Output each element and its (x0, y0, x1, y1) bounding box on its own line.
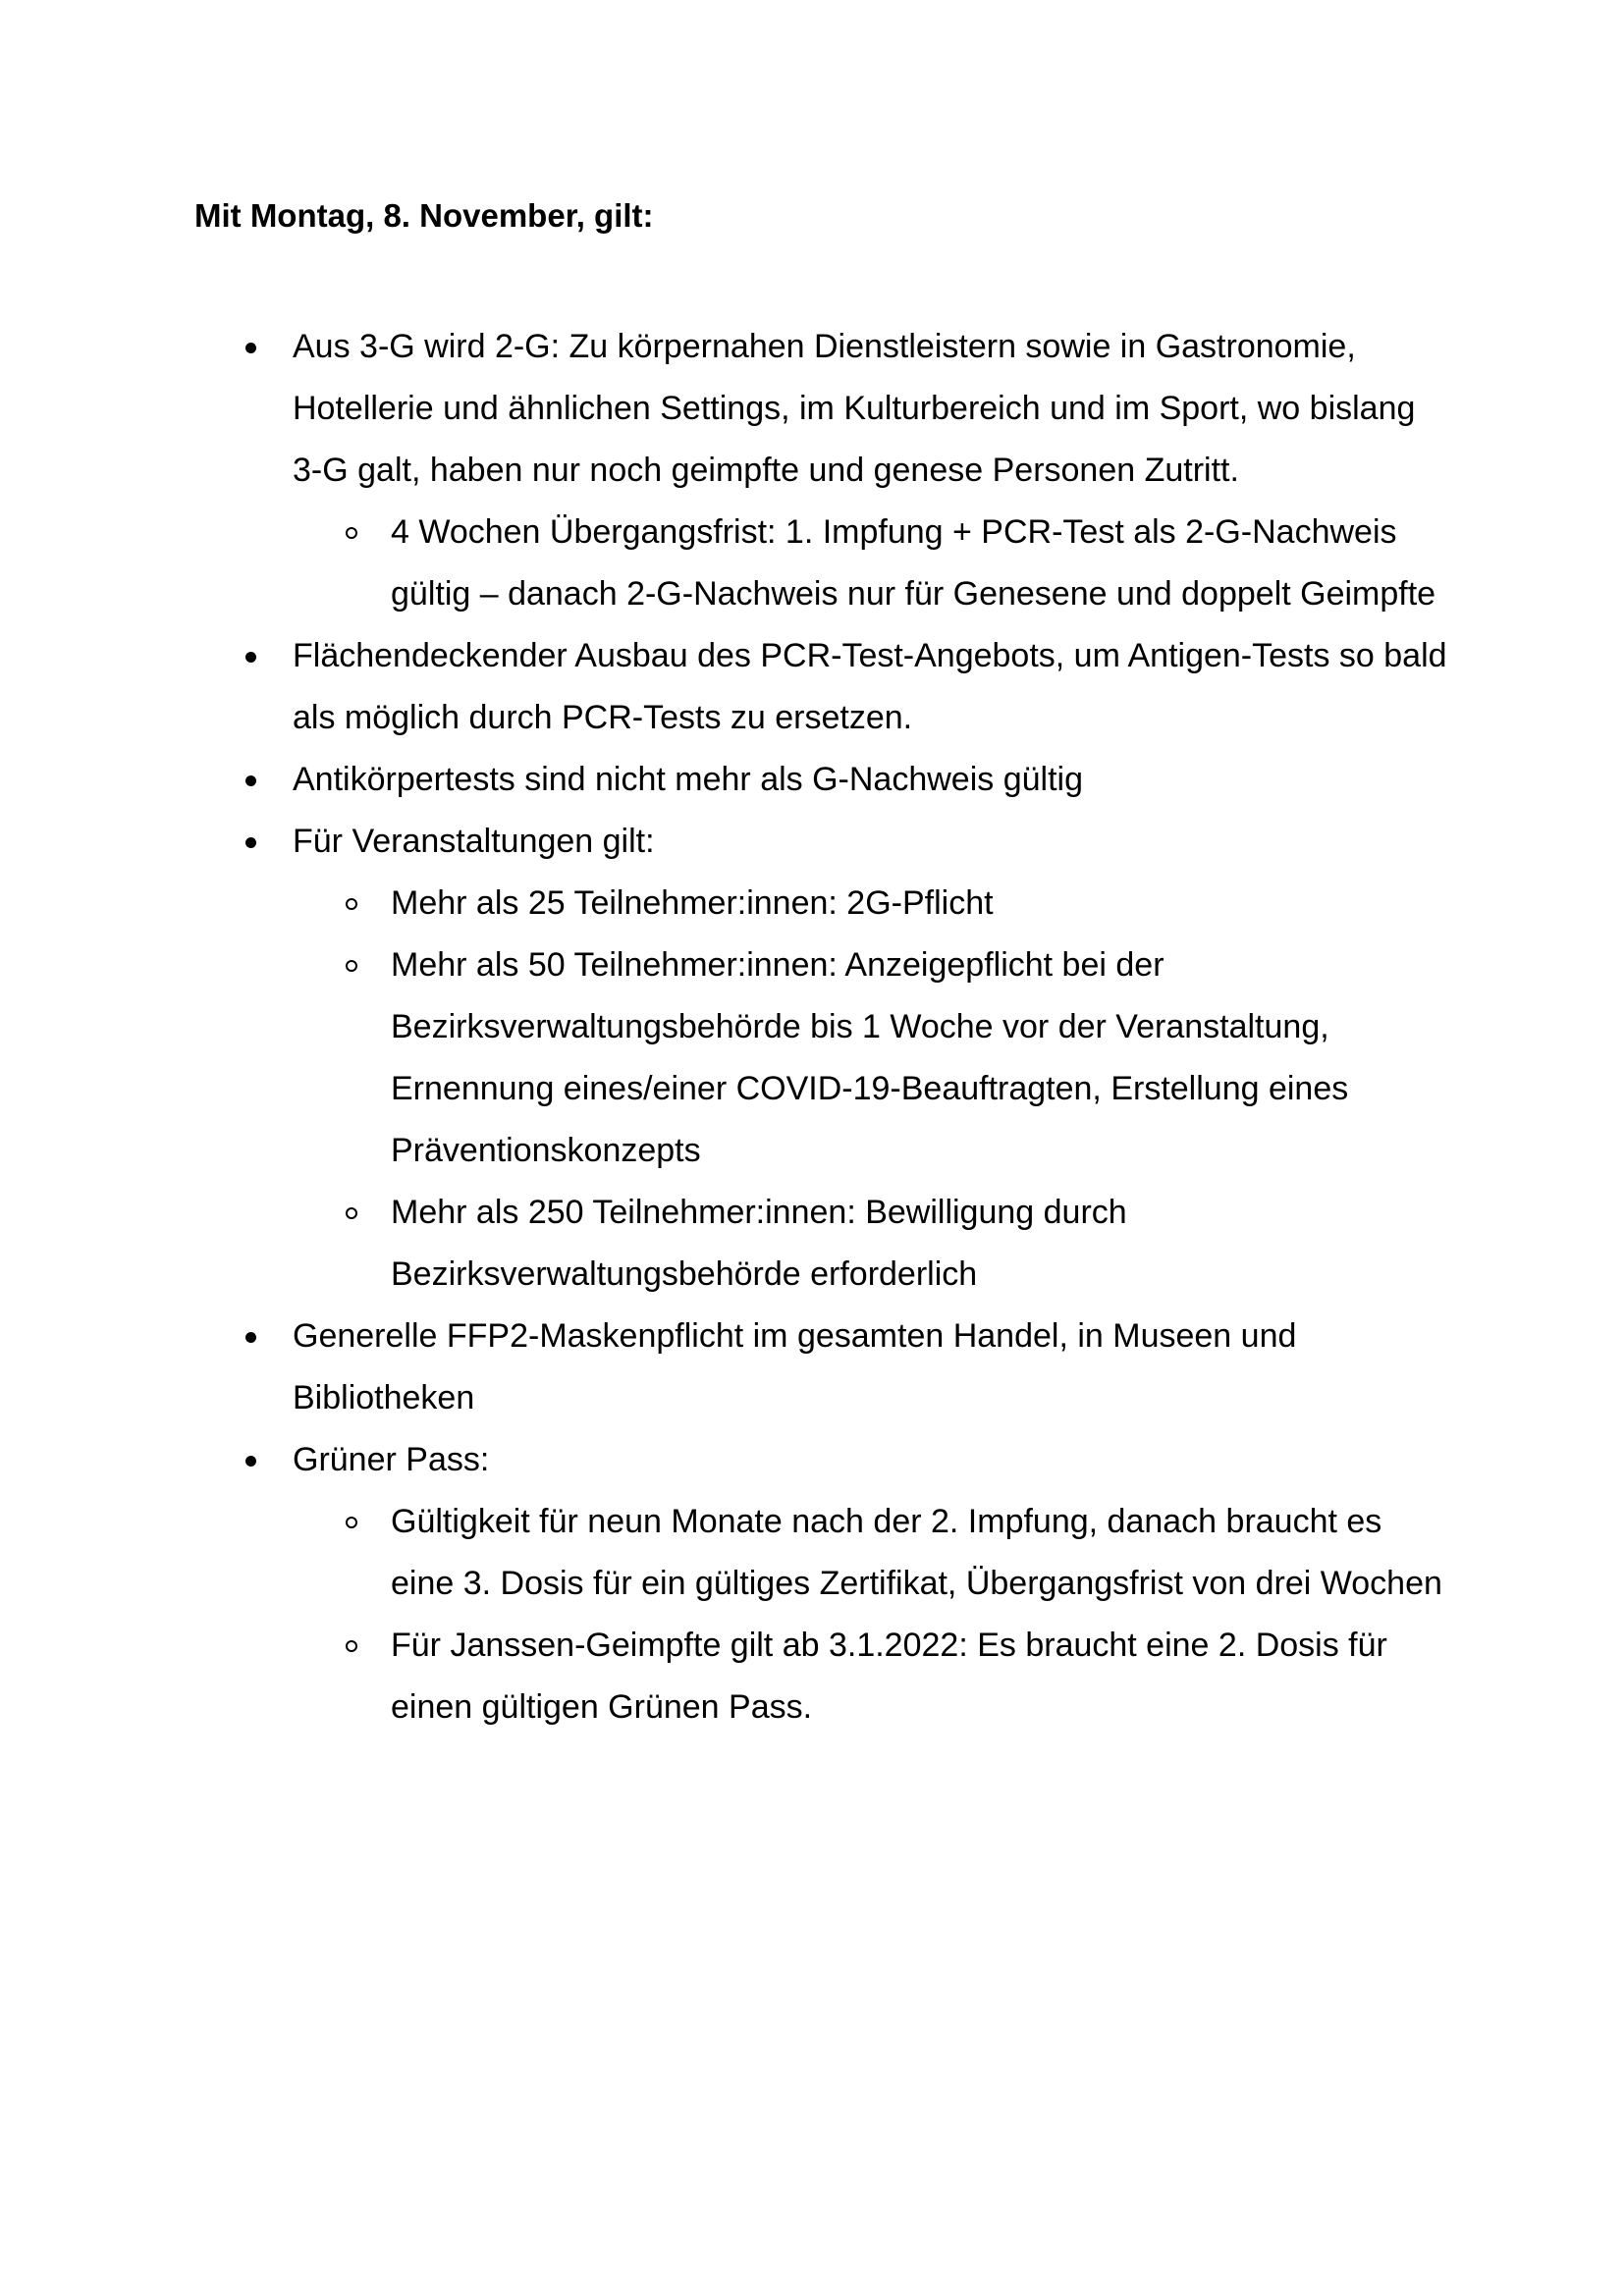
sub-list-item-text: Für Janssen-Geimpfte gilt ab 3.1.2022: Es braucht eine 2. Dosis für einen gültigen Grünen Pass. (391, 1627, 1387, 1726)
hollow-bullet-icon (346, 1640, 357, 1652)
sub-list (293, 502, 1451, 625)
sub-list-item-text: Gültigkeit für neun Monate nach der 2. Impfung, danach braucht es eine 3. Dosis für ein gültiges Zertifikat, Übergangsfrist von drei Wochen (391, 1503, 1442, 1602)
bullet-icon (245, 1456, 256, 1467)
sub-list-item-text: Mehr als 250 Teilnehmer:innen: Bewilligung durch Bezirksverwaltungsbehörde erforderlich (391, 1194, 1127, 1293)
bullet-icon (245, 775, 256, 786)
bullet-list (244, 316, 1451, 1738)
document-heading: Mit Montag, 8. November, gilt: (194, 197, 654, 234)
list-item (244, 749, 1451, 811)
sub-list-item (293, 1615, 1451, 1738)
list-item (244, 1306, 1451, 1429)
list-item-text: Aus 3-G wird 2-G: Zu körpernahen Dienstleistern sowie in Gastronomie, Hotellerie und ähnlichen Settings, im Kulturbereich und im Sport, wo bislang 3-G galt, haben nur noch geimpfte und genese Personen Zutritt. (293, 328, 1416, 489)
bullet-icon (245, 652, 256, 663)
sub-list-item-text: Mehr als 25 Teilnehmer:innen: 2G-Pflicht (391, 884, 994, 922)
hollow-bullet-icon (346, 527, 357, 539)
list-item (244, 625, 1451, 749)
list-item-text: Für Veranstaltungen gilt: (293, 823, 655, 860)
list-item-text: Grüner Pass: (293, 1441, 490, 1478)
sub-list-item-text: 4 Wochen Übergangsfrist: 1. Impfung + PCR-Test als 2-G-Nachweis gültig – danach 2-G-Nachweis nur für Genesene und doppelt Geimpfte (391, 513, 1436, 613)
sub-list-item (293, 934, 1451, 1182)
list-item-text: Flächendeckender Ausbau des PCR-Test-Angebots, um Antigen-Tests so bald als möglich durch PCR-Tests zu ersetzen. (293, 637, 1447, 736)
bullet-icon (245, 343, 256, 353)
hollow-bullet-icon (346, 898, 357, 910)
bullet-icon (245, 837, 256, 848)
sub-list-item (293, 1182, 1451, 1306)
sub-list-item-text: Mehr als 50 Teilnehmer:innen: Anzeigepflicht bei der Bezirksverwaltungsbehörde bis 1 Woche vor der Veranstaltung, Ernennung eines/einer COVID-19-Beauftragten, Erstellung eines Präventionskonzepts (391, 946, 1349, 1169)
sub-list-item (293, 1491, 1451, 1615)
hollow-bullet-icon (346, 960, 357, 972)
hollow-bullet-icon (346, 1517, 357, 1528)
sub-list (293, 873, 1451, 1306)
list-item (244, 811, 1451, 1306)
list-item (244, 1429, 1451, 1738)
sub-list (293, 1491, 1451, 1738)
sub-list-item (293, 502, 1451, 625)
list-item-text: Antikörpertests sind nicht mehr als G-Nachweis gültig (293, 761, 1083, 798)
sub-list-item (293, 873, 1451, 934)
list-item-text: Generelle FFP2-Maskenpflicht im gesamten Handel, in Museen und Bibliotheken (293, 1317, 1297, 1416)
hollow-bullet-icon (346, 1207, 357, 1219)
bullet-icon (245, 1332, 256, 1343)
list-item (244, 316, 1451, 625)
